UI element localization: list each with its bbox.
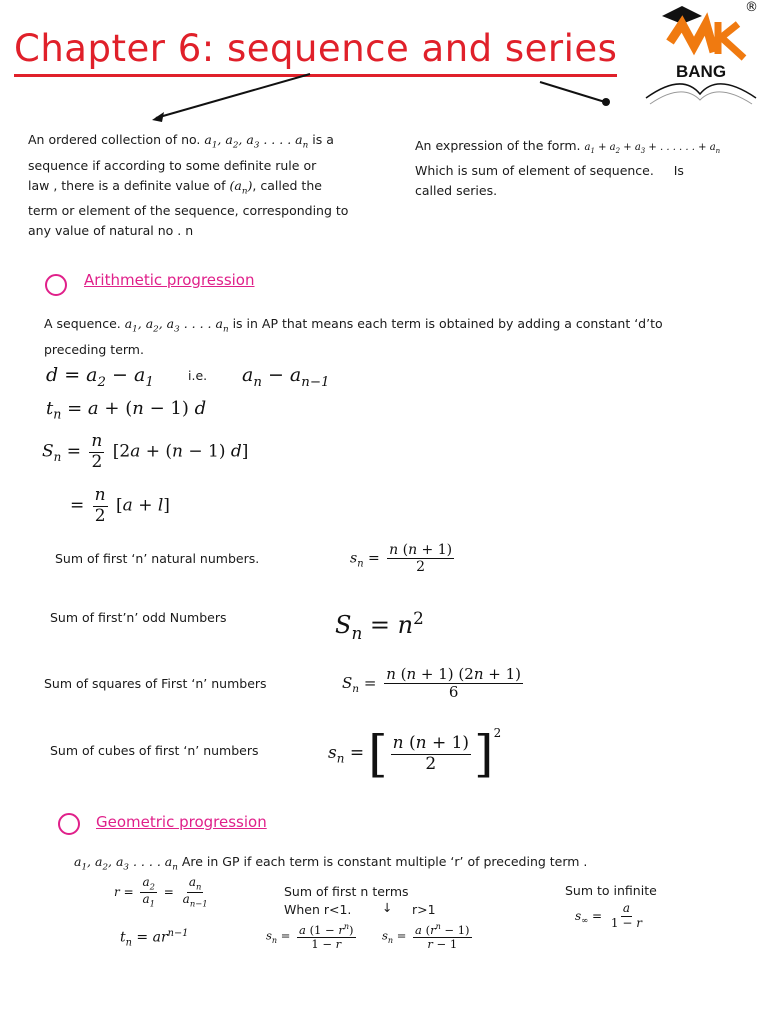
ap-sum-formula: $S_n$ = $\frac{n}{2}$ [2a + (n − 1) d] <box>42 431 249 472</box>
sum-odd-formula: $S_n = n^2$ <box>335 608 424 643</box>
brand-logo <box>642 2 760 114</box>
gp-bullet-icon <box>58 813 80 835</box>
sum-natural-formula: $s_n$ = $\frac{n (n + 1)}{2}$ <box>350 542 453 576</box>
gp-sum-r-greater-than-one: $s_n$ = $\frac{a (r^n - 1)}{r - 1}$ <box>382 922 470 952</box>
arrowhead-right-icon <box>602 98 610 106</box>
ap-description: A sequence. $a_1$, $a_2$, $a_3$ . . . . $a_n$ is in AP that means each term is obtained by adding a constant ‘d’to preceding term. <box>44 316 663 357</box>
logo-graphic-icon <box>642 2 760 114</box>
down-arrow-icon: ↓ <box>382 900 393 915</box>
sum-cubes-label: Sum of cubes of first ‘n’ numbers <box>50 743 259 758</box>
gp-heading: Geometric progression <box>96 813 267 831</box>
ap-nth-term: $t_n = a + (n - 1)$ d <box>46 398 207 422</box>
logo-text: BANG <box>676 62 727 81</box>
ap-heading: Arithmetic progression <box>84 271 255 289</box>
ie-label: i.e. <box>188 368 208 383</box>
gp-sum-first-n-label: Sum of first n terms <box>284 884 409 899</box>
arrowhead-left-icon <box>152 112 164 122</box>
sum-squares-formula: $S_n$ = $\frac{n (n + 1) (2n + 1)}{6}$ <box>342 665 521 702</box>
gp-when-lt-label: When r<1. <box>284 902 352 917</box>
title-arrows <box>150 70 640 130</box>
arrow-to-series <box>540 82 605 102</box>
sum-odd-label: Sum of first’n’ odd Numbers <box>50 610 227 625</box>
page-title: Chapter 6: sequence and series <box>14 26 617 77</box>
gp-sum-infinite-formula: $s_\infty$ = $\frac{a}{1 - r}$ <box>575 901 642 930</box>
gp-description: $a_1$, $a_2$, $a_3$ . . . . $a_n$ Are in GP if each term is constant multiple ‘r’ of preceding term . <box>74 854 588 873</box>
gp-sum-infinite-label: Sum to infinite <box>565 883 657 898</box>
sum-squares-label: Sum of squares of First ‘n’ numbers <box>44 676 267 691</box>
series-definition: An expression of the form. $a_1 + a_2 + a_3$ + . . . . . . + $a_n$ Which is sum of element of sequence. Is called series. <box>415 138 721 198</box>
ap-difference-alt: $a_n - a_{n-1}$ <box>242 364 330 390</box>
sequence-definition: An ordered collection of no. $a_1$, $a_2$, $a_3$ . . . . $a_n$ is a sequence if according to some definite rule or law , there is a definite value of $(a_n)$, called the term or element of the sequence, corresponding to any value of natural no . n <box>28 132 349 238</box>
gp-when-gt-label: r>1 <box>412 902 436 917</box>
arrow-to-sequence <box>156 74 310 118</box>
gp-nth-term: $t_n = ar^{n-1}$ <box>120 928 189 949</box>
sum-natural-label: Sum of first ‘n’ natural numbers. <box>55 551 260 566</box>
ap-sum-formula-alt: = $\frac{n}{2}$ [a + l] <box>70 485 170 526</box>
registered-mark: ® <box>745 0 758 15</box>
sum-cubes-formula: $s_n$ = [ $\frac{n (n + 1)}{2}$ ] $^2$ <box>328 725 502 783</box>
ap-bullet-icon <box>45 274 67 296</box>
gp-sum-r-less-than-one: $s_n$ = $\frac{a (1 - r^n)}{1 - r}$ <box>266 922 354 952</box>
gp-ratio-formula: r = $\frac{a_2}{a_1}$ = $\frac{a_n}{a_{n-1}}$ <box>114 875 208 909</box>
ap-common-difference: $d = a_2 - a_1$ <box>46 364 154 390</box>
